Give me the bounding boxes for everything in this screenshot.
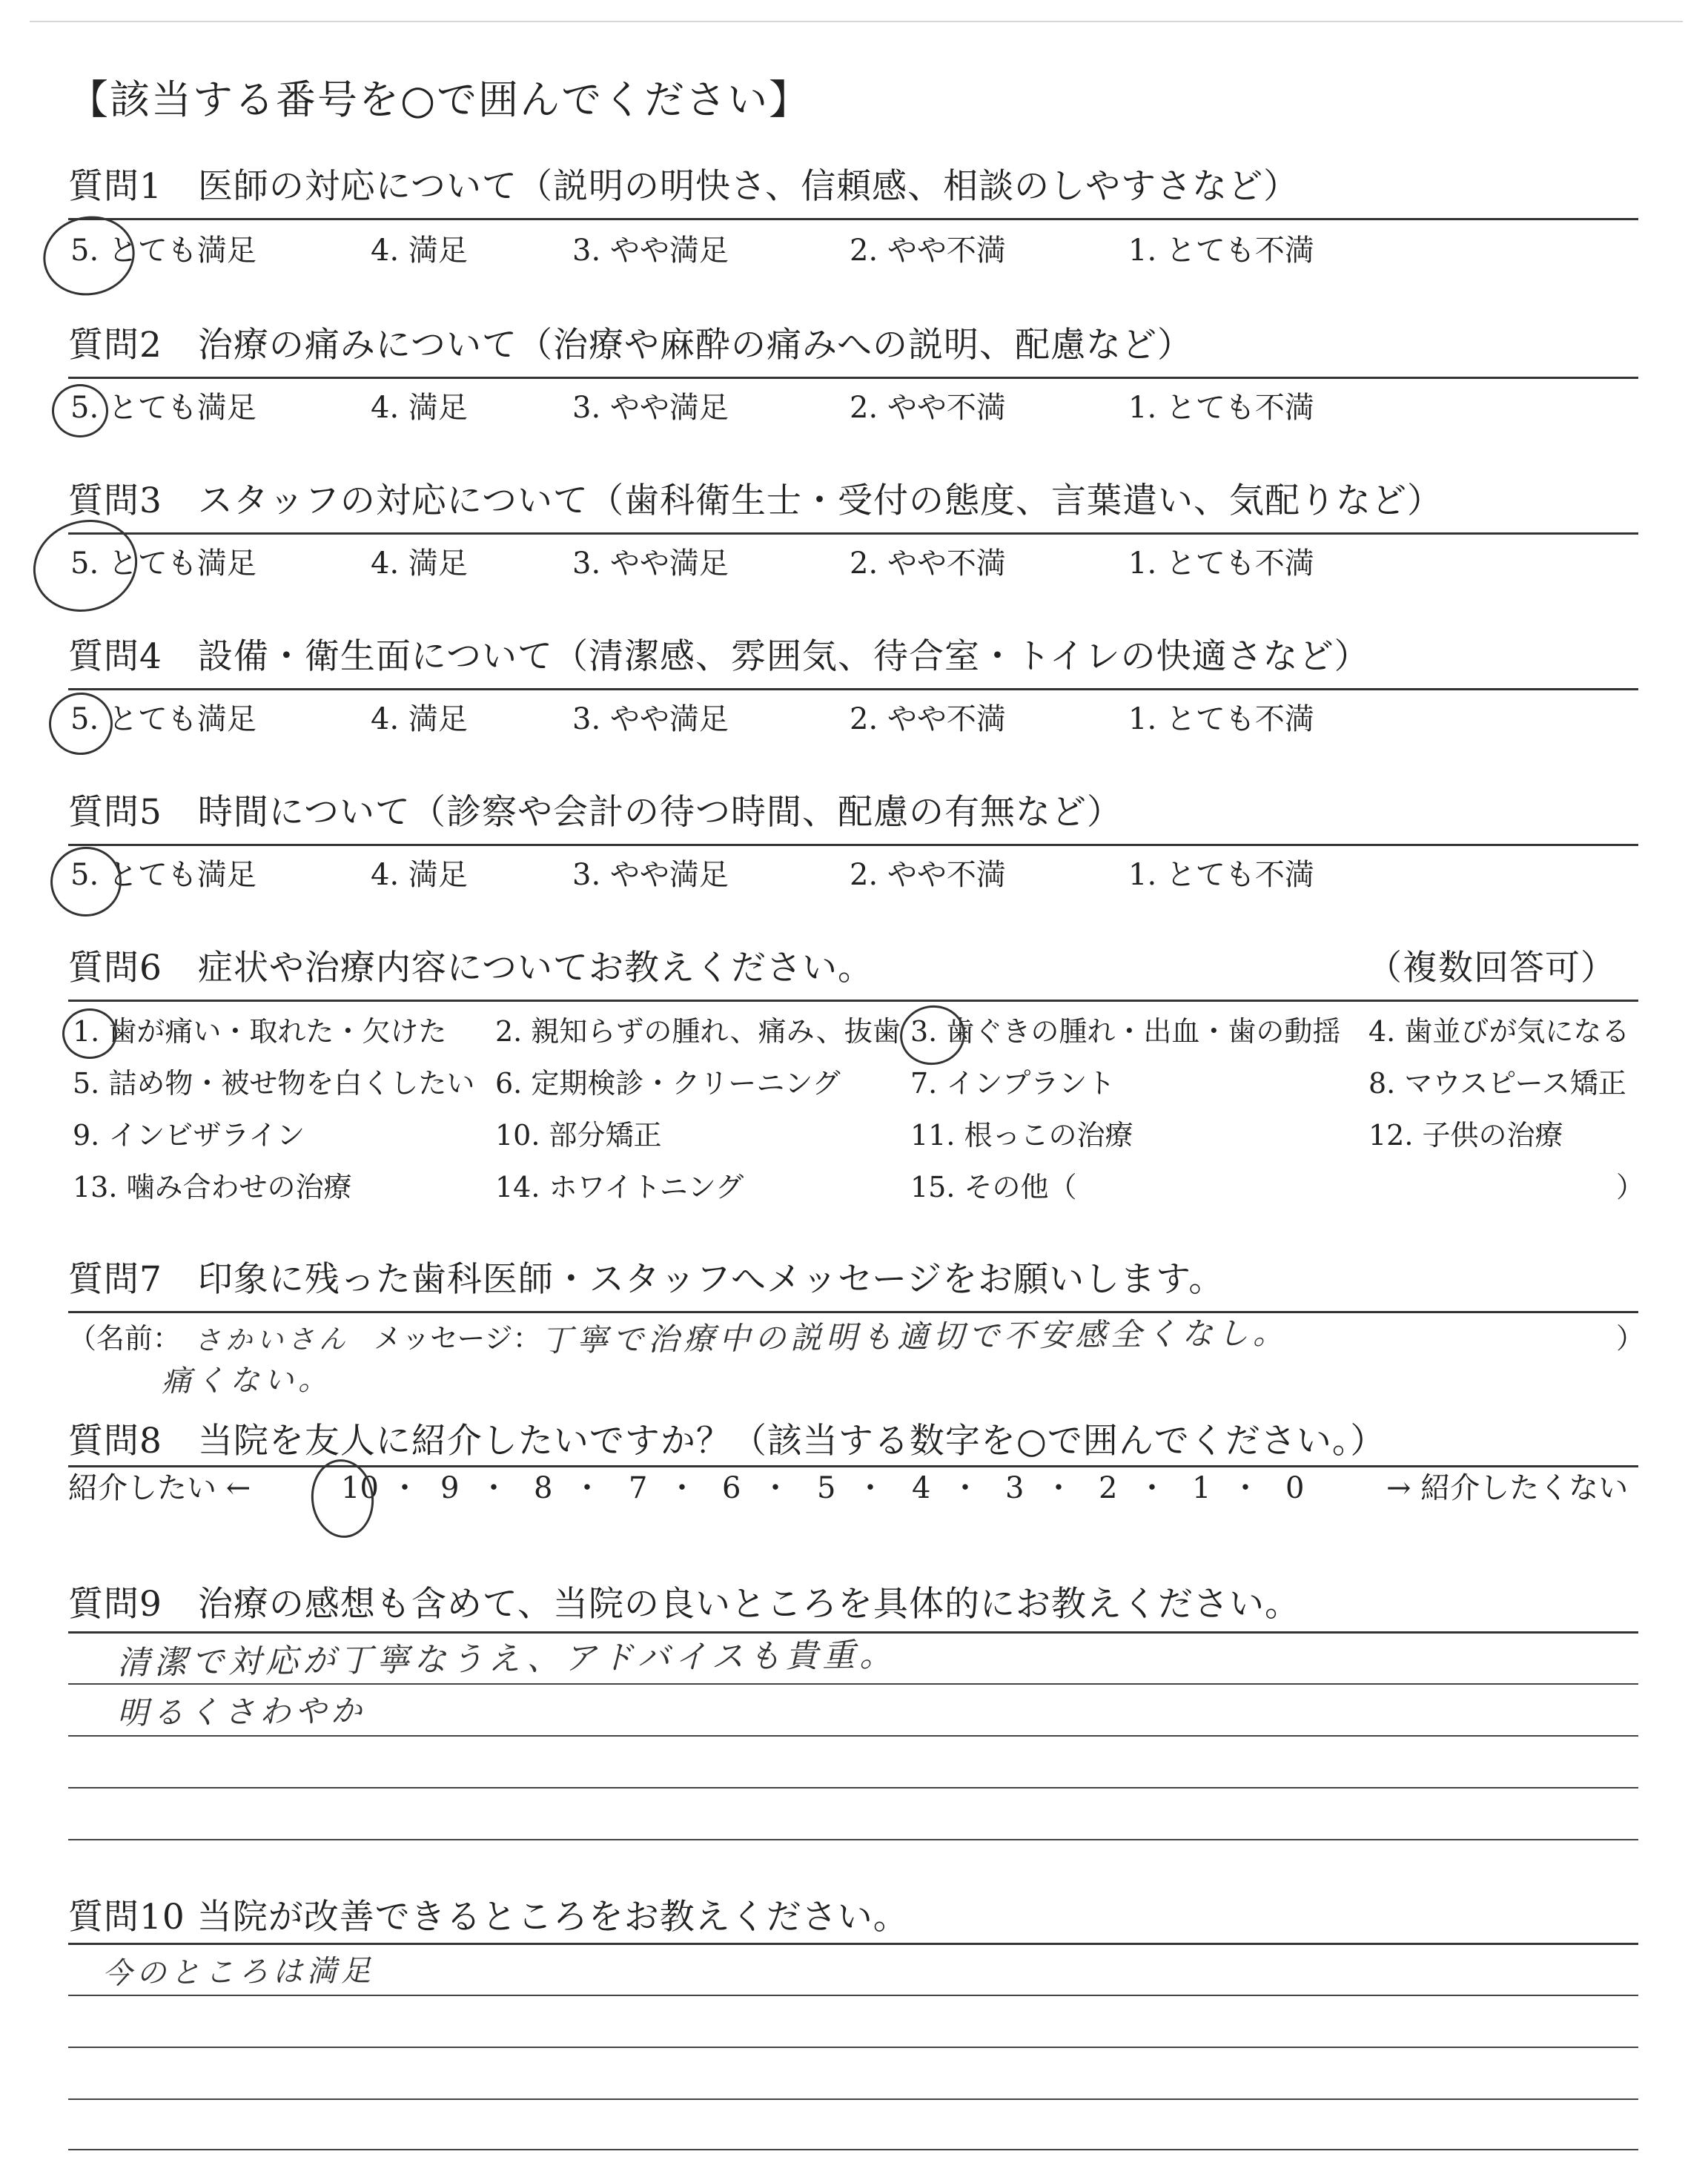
- q8-scale-separator: ・: [1044, 1471, 1073, 1505]
- q10-rule-2: [68, 2047, 1638, 2048]
- q3-option-1[interactable]: 1. とても不満: [1128, 546, 1314, 581]
- q6-note: （複数回答可）: [1367, 948, 1616, 988]
- q1-rule: [68, 218, 1638, 220]
- q4-rule: [68, 688, 1638, 690]
- q4-option-3[interactable]: 3. やや満足: [572, 702, 729, 736]
- q2-option-4[interactable]: 4. 満足: [371, 391, 468, 425]
- q6-item-6[interactable]: 6. 定期検診・クリーニング: [495, 1067, 841, 1100]
- q8-rule: [68, 1465, 1638, 1467]
- q6-item-15[interactable]: 15. その他（: [910, 1171, 1077, 1203]
- q2-option-3[interactable]: 3. やや満足: [572, 391, 729, 425]
- q1-selection-circle: [36, 208, 142, 303]
- q5-option-5[interactable]: 5. とても満足: [70, 858, 256, 892]
- q3-option-3[interactable]: 3. やや満足: [572, 546, 729, 581]
- q3-option-5[interactable]: 5. とても満足: [70, 546, 256, 581]
- q9-rule-1: [68, 1683, 1638, 1685]
- q6-item-10[interactable]: 10. 部分矯正: [495, 1119, 662, 1152]
- q10-rule-4: [68, 2149, 1638, 2150]
- q2-option-5[interactable]: 5. とても満足: [70, 391, 256, 425]
- q8-right-label: → 紹介したくない: [1386, 1471, 1629, 1505]
- q6-item-5[interactable]: 5. 詰め物・被せ物を白くしたい: [73, 1067, 475, 1100]
- q2-title: 質問2 治療の痛みについて（治療や麻酔の痛みへの説明、配慮など）: [68, 325, 1194, 366]
- q8-scale-6[interactable]: 6: [722, 1471, 741, 1505]
- q2-option-1[interactable]: 1. とても不満: [1128, 391, 1314, 425]
- q8-left-label: 紹介したい ←: [68, 1471, 251, 1505]
- q9-rule-2: [68, 1735, 1638, 1737]
- q4-option-2[interactable]: 2. やや不満: [850, 702, 1006, 736]
- q5-option-2[interactable]: 2. やや不満: [850, 858, 1006, 892]
- q8-scale-row: [68, 1473, 1638, 1510]
- q10-rule-0: [68, 1943, 1638, 1945]
- q10-title: 質問10 当院が改善できるところをお教えください。: [68, 1897, 909, 1938]
- q10-rule-1: [68, 1995, 1638, 1996]
- q6-title: 質問6 症状や治療内容についてお教えください。: [68, 948, 873, 988]
- q6-item-11[interactable]: 11. 根っこの治療: [910, 1119, 1133, 1152]
- top-edge-line: [30, 21, 1683, 22]
- q1-option-2[interactable]: 2. やや不満: [850, 234, 1006, 268]
- q5-title: 質問5 時間について（診察や会計の待つ時間、配慮の有無など）: [68, 792, 1122, 833]
- q6-item-2[interactable]: 2. 親知らずの腫れ、痛み、抜歯: [495, 1015, 901, 1048]
- q5-option-3[interactable]: 3. やや満足: [572, 858, 729, 892]
- q7-name-value[interactable]: さかいさん: [193, 1324, 351, 1357]
- q6-item-15-close: ）: [1616, 1171, 1645, 1203]
- q8-selection-circle: [308, 1456, 378, 1541]
- q5-option-1[interactable]: 1. とても不満: [1128, 858, 1314, 892]
- q7-message-value-2[interactable]: 痛くない。: [161, 1362, 333, 1399]
- q8-scale-separator: ・: [1137, 1471, 1167, 1505]
- q5-rule: [68, 844, 1638, 846]
- q8-scale-separator: ・: [950, 1471, 980, 1505]
- q8-scale-4[interactable]: 4: [912, 1471, 931, 1505]
- q8-scale-separator: ・: [1231, 1471, 1260, 1505]
- q9-rule-4: [68, 1839, 1638, 1840]
- q8-scale-7[interactable]: 7: [629, 1471, 648, 1505]
- q6-item-9[interactable]: 9. インビザライン: [73, 1119, 305, 1152]
- q8-scale-3[interactable]: 3: [1005, 1471, 1025, 1505]
- q8-scale-9[interactable]: 9: [440, 1471, 460, 1505]
- q6-rule: [68, 1000, 1638, 1002]
- q1-option-1[interactable]: 1. とても不満: [1128, 234, 1314, 268]
- q7-message-value[interactable]: 丁寧で治療中の説明も適切で不安感全くなし。: [540, 1314, 1289, 1359]
- q2-selection-circle: [52, 384, 108, 437]
- q1-option-3[interactable]: 3. やや満足: [572, 234, 729, 268]
- q8-scale-1[interactable]: 1: [1192, 1471, 1211, 1505]
- q8-scale-separator: ・: [761, 1471, 790, 1505]
- q8-scale-10[interactable]: 10: [341, 1471, 379, 1505]
- q9-answer-line-1[interactable]: 清潔で対応が丁寧なうえ、アドバイスも貴重。: [116, 1636, 897, 1682]
- q8-title: 質問8 当院を友人に紹介したいですか？（該当する数字を○で囲んでください。）: [68, 1421, 1386, 1462]
- q2-rule: [68, 377, 1638, 379]
- q10-answer-line-1[interactable]: 今のところは満足: [102, 1954, 376, 1991]
- q7-name-label: （名前：: [68, 1322, 182, 1355]
- q6-item-13[interactable]: 13. 噛み合わせの治療: [73, 1171, 352, 1203]
- q1-option-4[interactable]: 4. 満足: [371, 234, 468, 268]
- q8-scale-8[interactable]: 8: [534, 1471, 553, 1505]
- q9-title: 質問9 治療の感想も含めて、当院の良いところを具体的にお教えください。: [68, 1584, 1300, 1625]
- q5-selection-circle: [45, 841, 128, 922]
- q7-rule: [68, 1311, 1638, 1313]
- q8-scale-separator: ・: [855, 1471, 885, 1505]
- q6-item-12[interactable]: 12. 子供の治療: [1368, 1119, 1563, 1152]
- q7-message-label: メッセージ：: [374, 1322, 541, 1355]
- q4-selection-circle: [45, 688, 117, 759]
- q4-option-1[interactable]: 1. とても不満: [1128, 702, 1314, 736]
- q3-title: 質問3 スタッフの対応について（歯科衛生士・受付の態度、言葉遣い、気配りなど）: [68, 480, 1443, 521]
- q3-rule: [68, 532, 1638, 535]
- q8-scale-separator: ・: [479, 1471, 509, 1505]
- q1-title: 質問1 医師の対応について（説明の明快さ、信頼感、相談のしやすさなど）: [68, 166, 1300, 207]
- q1-option-5[interactable]: 5. とても満足: [70, 234, 256, 268]
- q9-answer-line-2[interactable]: 明るくさわやか: [116, 1692, 367, 1731]
- q8-scale-separator: ・: [572, 1471, 602, 1505]
- q3-selection-circle: [21, 506, 150, 625]
- q6-item-4[interactable]: 4. 歯並びが気になる: [1368, 1015, 1630, 1048]
- q4-option-5[interactable]: 5. とても満足: [70, 702, 256, 736]
- q4-option-4[interactable]: 4. 満足: [371, 702, 468, 736]
- q4-title: 質問4 設備・衛生面について（清潔感、雰囲気、待合室・トイレの快適さなど）: [68, 636, 1370, 677]
- q6-item-3[interactable]: 3. 歯ぐきの腫れ・出血・歯の動揺: [910, 1015, 1341, 1048]
- q2-option-2[interactable]: 2. やや不満: [850, 391, 1006, 425]
- q6-item-7[interactable]: 7. インプラント: [910, 1067, 1116, 1100]
- q6-selection-circle-1: [62, 1008, 117, 1059]
- q7-title: 質問7 印象に残った歯科医師・スタッフへメッセージをお願いします。: [68, 1259, 1225, 1300]
- q9-rule-0: [68, 1631, 1638, 1634]
- q5-option-4[interactable]: 4. 満足: [371, 858, 468, 892]
- page-header: 【該当する番号を○で囲んでください】: [68, 76, 811, 123]
- q3-option-4[interactable]: 4. 満足: [371, 546, 468, 581]
- q6-item-8[interactable]: 8. マウスピース矯正: [1368, 1067, 1626, 1100]
- q8-scale-separator: ・: [667, 1471, 697, 1505]
- q8-scale-5[interactable]: 5: [817, 1471, 836, 1505]
- q3-option-2[interactable]: 2. やや不満: [850, 546, 1006, 581]
- q8-scale-0[interactable]: 0: [1285, 1471, 1305, 1505]
- q7-close-paren: ）: [1616, 1322, 1645, 1355]
- q9-rule-3: [68, 1787, 1638, 1789]
- q10-rule-3: [68, 2098, 1638, 2100]
- q8-scale-separator: ・: [390, 1471, 420, 1505]
- q6-item-1[interactable]: 1. 歯が痛い・取れた・欠けた: [73, 1015, 447, 1048]
- q6-item-14[interactable]: 14. ホワイトニング: [495, 1171, 744, 1203]
- q6-selection-circle-3: [896, 1000, 970, 1070]
- q8-scale-2[interactable]: 2: [1099, 1471, 1118, 1505]
